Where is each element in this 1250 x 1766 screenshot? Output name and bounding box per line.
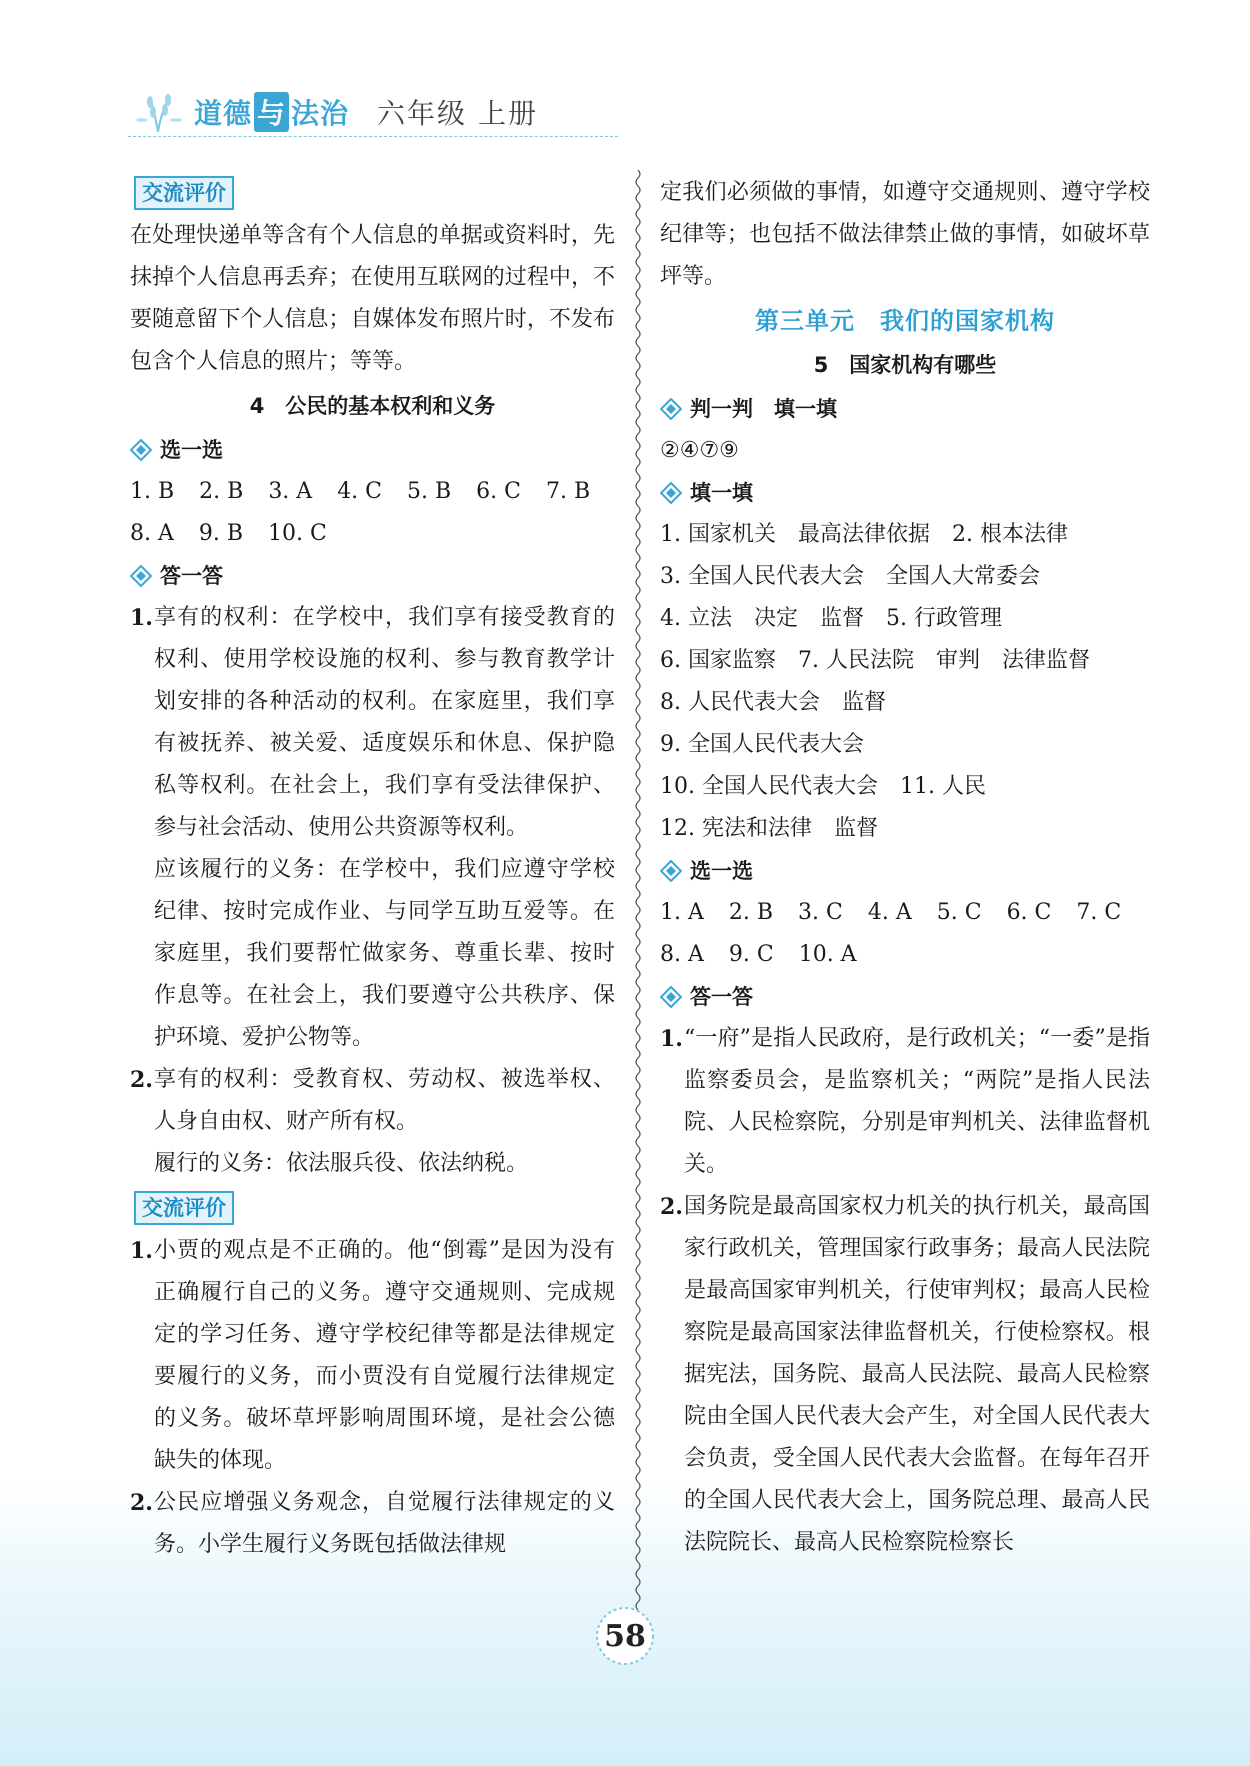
section-label: 选一选 bbox=[160, 438, 223, 462]
answer-item: 4. A bbox=[867, 900, 912, 925]
fill-line: 8. 人民代表大会 监督 bbox=[660, 690, 886, 715]
fill-line: 9. 全国人民代表大会 bbox=[660, 732, 864, 757]
list-item bbox=[130, 1059, 615, 1143]
answer-item: 2. B bbox=[199, 479, 244, 504]
section-answer bbox=[130, 555, 615, 597]
section-answer bbox=[660, 976, 1150, 1018]
left-column bbox=[130, 170, 615, 1566]
answer-item: 5. C bbox=[936, 900, 982, 925]
page-number bbox=[594, 1605, 656, 1667]
diamond-icon bbox=[660, 398, 682, 420]
grade-label: 六年级 上册 bbox=[377, 97, 538, 130]
fill-line: 4. 立法 决定 监督 5. 行政管理 bbox=[660, 606, 1002, 631]
section-choose bbox=[660, 850, 1150, 892]
answer-row bbox=[660, 892, 1150, 934]
item-number: 2. bbox=[130, 1067, 153, 1093]
section-choose bbox=[130, 429, 615, 471]
answer-item: 9. B bbox=[198, 521, 244, 546]
item-text: 国务院是最高国家权力机关的执行机关，最高国家行政机关，管理国家行政事务；最高人民法院是最高国家审判机关，行使审判权；最高人民检察院是最高国家法律监督机关，行使检察权。根据宪法，国务院、最高人民法院、最高人民检察院由全国人民代表大会产生，对全国人民代表大会负责，受全国人民代表大会监督。在每年召开的全国人民代表大会上，国务院总理、最高人民法院院长、最高人民检察院检察长 bbox=[684, 1194, 1150, 1555]
answer-item: 1. B bbox=[130, 479, 175, 504]
answer-item: 9. C bbox=[728, 942, 774, 967]
diamond-icon bbox=[660, 482, 682, 504]
fill-line: 12. 宪法和法律 监督 bbox=[660, 816, 878, 841]
answer-row bbox=[130, 513, 615, 555]
diamond-icon bbox=[660, 860, 682, 882]
answer-row bbox=[130, 471, 615, 513]
answer-item: 2. B bbox=[728, 900, 774, 925]
section-label: 答一答 bbox=[160, 564, 223, 588]
answer-item: 10. A bbox=[798, 942, 857, 967]
list-item bbox=[130, 597, 615, 849]
section-label: 填一填 bbox=[690, 481, 753, 505]
item-number: 1. bbox=[660, 1026, 683, 1052]
subject-part-a: 道德 bbox=[194, 97, 253, 130]
unit-title: 第三单元 我们的国家机构 bbox=[755, 307, 1055, 335]
list-item bbox=[660, 1018, 1150, 1186]
answer-item: 8. A bbox=[660, 942, 704, 967]
answer-item: 7. C bbox=[1076, 900, 1122, 925]
subject-part-b: 法治 bbox=[291, 97, 350, 130]
item-text: 享有的权利：在学校中，我们享有接受教育的权利、使用学校设施的权利、参与教育教学计划安排的各种活动的权利。在家庭里，我们享有被抚养、被关爱、适度娱乐和休息、保护隐私等权利。在社会上，我们享有受法律保护、参与社会活动、使用公共资源等权利。 bbox=[154, 605, 615, 840]
section-label: 选一选 bbox=[690, 859, 753, 883]
item-number: 2. bbox=[660, 1194, 683, 1220]
subject-title bbox=[194, 92, 349, 132]
answer-item: 6. C bbox=[476, 479, 521, 504]
continued-text: 定我们必须做的事情，如遵守交通规则、遵守学校纪律等；也包括不做法律禁止做的事情，如破坏草坪等。 bbox=[660, 180, 1150, 289]
answer-item: 6. C bbox=[1006, 900, 1052, 925]
column-divider bbox=[633, 170, 643, 1610]
item-text: 公民应增强义务观念，自觉履行法律规定的义务。小学生履行义务既包括做法律规 bbox=[154, 1490, 615, 1557]
answer-item: 4. C bbox=[337, 479, 383, 504]
answer-row bbox=[660, 934, 1150, 976]
page-header bbox=[128, 88, 618, 137]
answer-item: 3. C bbox=[798, 900, 843, 925]
answer-item: 7. B bbox=[546, 479, 591, 504]
fill-line: 10. 全国人民代表大会 11. 人民 bbox=[660, 774, 986, 799]
list-item bbox=[130, 1230, 615, 1482]
diamond-icon bbox=[660, 986, 682, 1008]
answer-item: 3. A bbox=[268, 479, 313, 504]
diamond-icon bbox=[130, 439, 152, 461]
item-number: 1. bbox=[130, 1238, 153, 1264]
fill-line: 3. 全国人民代表大会 全国人大常委会 bbox=[660, 564, 1040, 589]
answer-item: 1. A bbox=[660, 900, 704, 925]
section-judge bbox=[660, 388, 1150, 430]
answer-item: 8. A bbox=[130, 521, 174, 546]
eval-label: 交流评价 bbox=[134, 176, 234, 210]
fill-line: 1. 国家机关 最高法律依据 2. 根本法律 bbox=[660, 522, 1068, 547]
fill-line: 6. 国家监察 7. 人民法院 审判 法律监督 bbox=[660, 648, 1090, 673]
judge-answer: ②④⑦⑨ bbox=[660, 438, 739, 463]
subject-part-mid: 与 bbox=[254, 92, 289, 132]
item-text: 小贾的观点是不正确的。他“倒霉”是因为没有正确履行自己的义务。遵守交通规则、完成规定的学习任务、遵守学校纪律等都是法律规定要履行的义务，而小贾没有自觉履行法律规定的义务。破坏草坪影响周围环境，是社会公德缺失的体现。 bbox=[154, 1238, 615, 1473]
section-fill bbox=[660, 472, 1150, 514]
list-item bbox=[130, 1482, 615, 1566]
wheat-icon bbox=[128, 90, 188, 134]
chapter-title: 4 公民的基本权利和义务 bbox=[249, 394, 496, 418]
chapter-title: 5 国家机构有哪些 bbox=[813, 353, 997, 377]
page-number-text: 58 bbox=[604, 1618, 646, 1654]
section-label: 答一答 bbox=[690, 985, 753, 1009]
right-column bbox=[660, 172, 1150, 1564]
item-number: 1. bbox=[130, 605, 153, 631]
eval-label: 交流评价 bbox=[134, 1191, 234, 1225]
item-text: 享有的权利：受教育权、劳动权、被选举权、人身自由权、财产所有权。 bbox=[154, 1067, 615, 1134]
answer-item: 10. C bbox=[268, 521, 327, 546]
section-label: 判一判 填一填 bbox=[690, 397, 837, 421]
item-text: “一府”是指人民政府，是行政机关；“一委”是指监察委员会，是监察机关；“两院”是指人民法院、人民检察院，分别是审判机关、法律监督机关。 bbox=[684, 1026, 1150, 1177]
eval-text: 在处理快递单等含有个人信息的单据或资料时，先抹掉个人信息再丢弃；在使用互联网的过程中，不要随意留下个人信息；自媒体发布照片时，不发布包含个人信息的照片；等等。 bbox=[130, 223, 615, 374]
list-item bbox=[660, 1186, 1150, 1564]
item-number: 2. bbox=[130, 1490, 153, 1516]
answer-item: 5. B bbox=[407, 479, 452, 504]
item-subtext: 履行的义务：依法服兵役、依法纳税。 bbox=[154, 1151, 529, 1176]
item-subtext: 应该履行的义务：在学校中，我们应遵守学校纪律、按时完成作业、与同学互助互爱等。在家庭里，我们要帮忙做家务、尊重长辈、按时作息等。在社会上，我们要遵守公共秩序、保护环境、爱护公物等。 bbox=[154, 857, 615, 1050]
diamond-icon bbox=[130, 565, 152, 587]
